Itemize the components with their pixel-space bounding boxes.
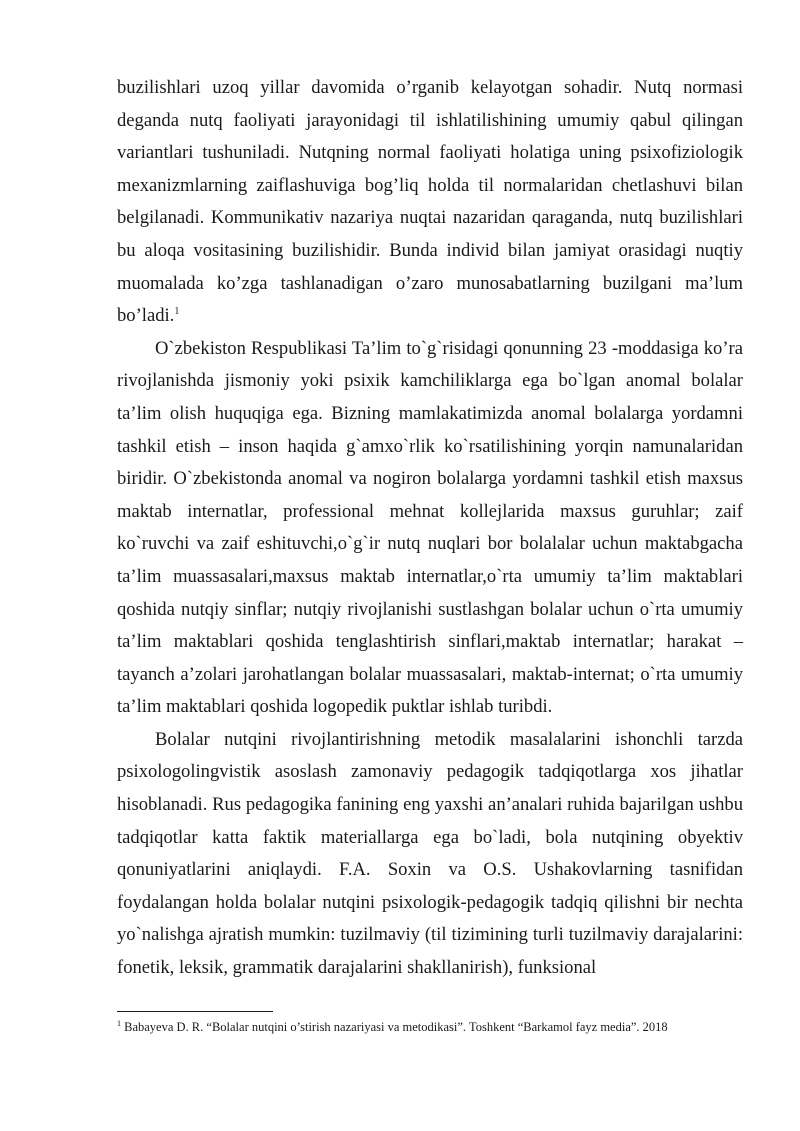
body-text bbox=[117, 72, 743, 985]
footnote-divider bbox=[117, 1011, 273, 1012]
paragraph-text: O`zbekiston Respublikasi Ta’lim to`g`risidagi qonunning 23 -moddasiga ko’ra rivojlanishda jismoniy yoki psixik kamchiliklarga ega bo`lgan anomal bolalar ta’lim olish huquqiga ega. Bizning mamlakatimizda anomal bolalarga yordamni tashkil etish – inson haqida g`amxo`rlik ko`rsatilishining yorqin namunalaridan biridir. O`zbekistonda anomal va nogiron bolalarga yordamni tashkil etish maxsus maktab internatlar, professional mehnat kollejlarida maxsus guruhlar; zaif ko`ruvchi va zaif eshituvchi,o`g`ir nutq nuqlari bor bolalalar uchun maktabgacha ta’lim muassasalari,maxsus maktab internatlar,o`rta umumiy ta’lim maktablari qoshida nutqiy sinflar; nutqiy rivojlanishi sustlashgan bolalar uchun o`rta umumiy ta’lim maktablari qoshida tenglashtirish sinflari,maktab internatlar; harakat – tayanch a’zolari jarohatlangan bolalar muassasalari, maktab-internat; o`rta umumiy ta’lim maktablari qoshida logopedik puktlar ishlab turibdi. bbox=[117, 337, 743, 718]
paragraph-education-law bbox=[117, 333, 743, 724]
paragraph-speech-development bbox=[117, 724, 743, 985]
footnote-text: Babayeva D. R. “Bolalar nutqini o’stirish nazariyasi va metodikasi”. Toshkent “Barkamol fayz media”. 2018 bbox=[121, 1020, 668, 1034]
paragraph-continuation bbox=[117, 72, 743, 333]
footnote-reference[interactable]: 1 bbox=[174, 305, 180, 317]
footnote bbox=[117, 1019, 743, 1035]
paragraph-text: Bolalar nutqini rivojlantirishning metodik masalalarini ishonchli tarzda psixologolingvistik asoslash zamonaviy pedagogik tadqiqotlarga xos jihatlar hisoblanadi. Rus pedagogika fanining eng yaxshi an’analari ruhida bajarilgan ushbu tadqiqotlar katta faktik materiallarga ega bo`ladi, bola nutqining obyektiv qonuniyatlarini aniqlaydi. F.A. Soxin va O.S. Ushakovlarning tasnifidan foydalangan holda bolalar nutqini psixologik-pedagogik tadqiq qilishni bir nechta yo`nalishga ajratish mumkin: tuzilmaviy (til tizimining turli tuzilmaviy darajalarini: fonetik, leksik, grammatik darajalarini shakllanirish), funksional bbox=[117, 728, 743, 979]
paragraph-text: buzilishlari uzoq yillar davomida o’rganib kelayotgan sohadir. Nutq normasi deganda nutq faoliyati jarayonidagi til ishlatilishining umumiy qabul qilingan variantlari tushuniladi. Nutqning normal faoliyati holatiga uning psixofiziologik mexanizmlarning zaiflashuviga bog’liq holda til normalaridan chetlashuvi bilan belgilanadi. Kommunikativ nazariya nuqtai nazaridan qaraganda, nutq buzilishlari bu aloqa vositasining buzilishidir. Bunda individ bilan jamiyat orasidagi nuqtiy muomalada ko’zga tashlanadigan o’zaro munosabatlarning buzilgani ma’lum bo’ladi. bbox=[117, 77, 743, 327]
footnote-marker: 1 bbox=[117, 1018, 121, 1028]
